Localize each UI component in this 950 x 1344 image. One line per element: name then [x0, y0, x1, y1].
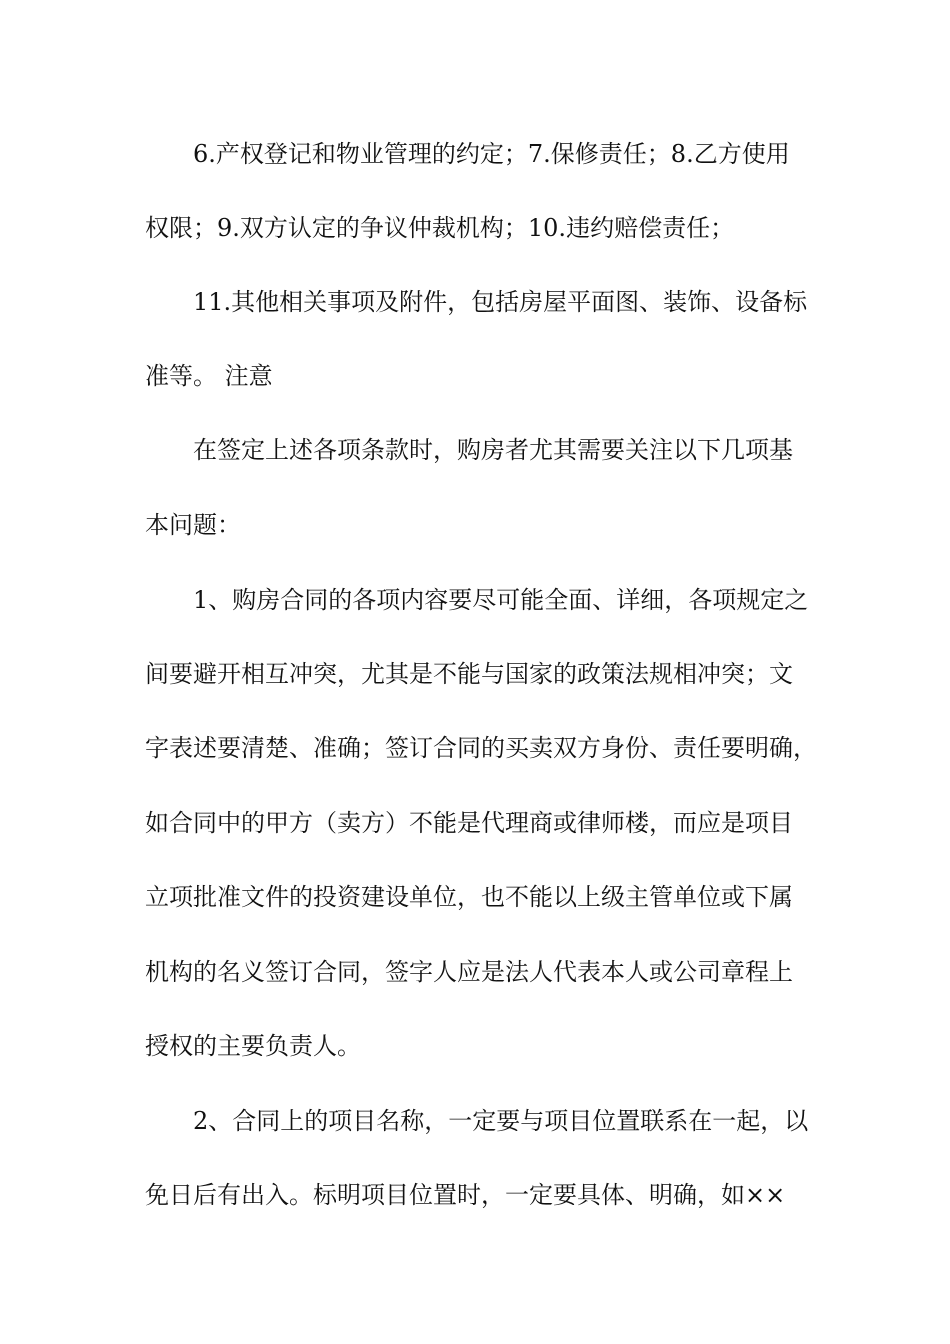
text-line: 间要避开相互冲突，尤其是不能与国家的政策法规相冲突；文 [145, 660, 793, 688]
text-line: 如合同中的甲方（卖方）不能是代理商或律师楼，而应是项目 [145, 809, 793, 837]
text-line: 2、合同上的项目名称，一定要与项目位置联系在一起，以 [193, 1107, 809, 1135]
text-line: 本问题： [145, 511, 241, 539]
text-line: 权限；9.双方认定的争议仲裁机构；10.违约赔偿责任； [145, 214, 735, 242]
text-line: 授权的主要负责人。 [145, 1032, 361, 1060]
text-line: 字表述要清楚、准确；签订合同的买卖双方身份、责任要明确， [145, 734, 817, 762]
text-line: 在签定上述各项条款时，购房者尤其需要关注以下几项基 [193, 436, 793, 464]
text-line: 1、购房合同的各项内容要尽可能全面、详细，各项规定之 [193, 586, 809, 614]
text-line: 免日后有出入。标明项目位置时，一定要具体、明确，如×× [145, 1181, 786, 1209]
text-line: 机构的名义签订合同，签字人应是法人代表本人或公司章程上 [145, 958, 793, 986]
text-line: 准等。 注意 [145, 362, 273, 390]
text-line: 11.其他相关事项及附件，包括房屋平面图、装饰、设备标 [193, 288, 808, 316]
text-line: 立项批准文件的投资建设单位，也不能以上级主管单位或下属 [145, 883, 793, 911]
text-line: 6.产权登记和物业管理的约定；7.保修责任；8.乙方使用 [193, 140, 790, 168]
